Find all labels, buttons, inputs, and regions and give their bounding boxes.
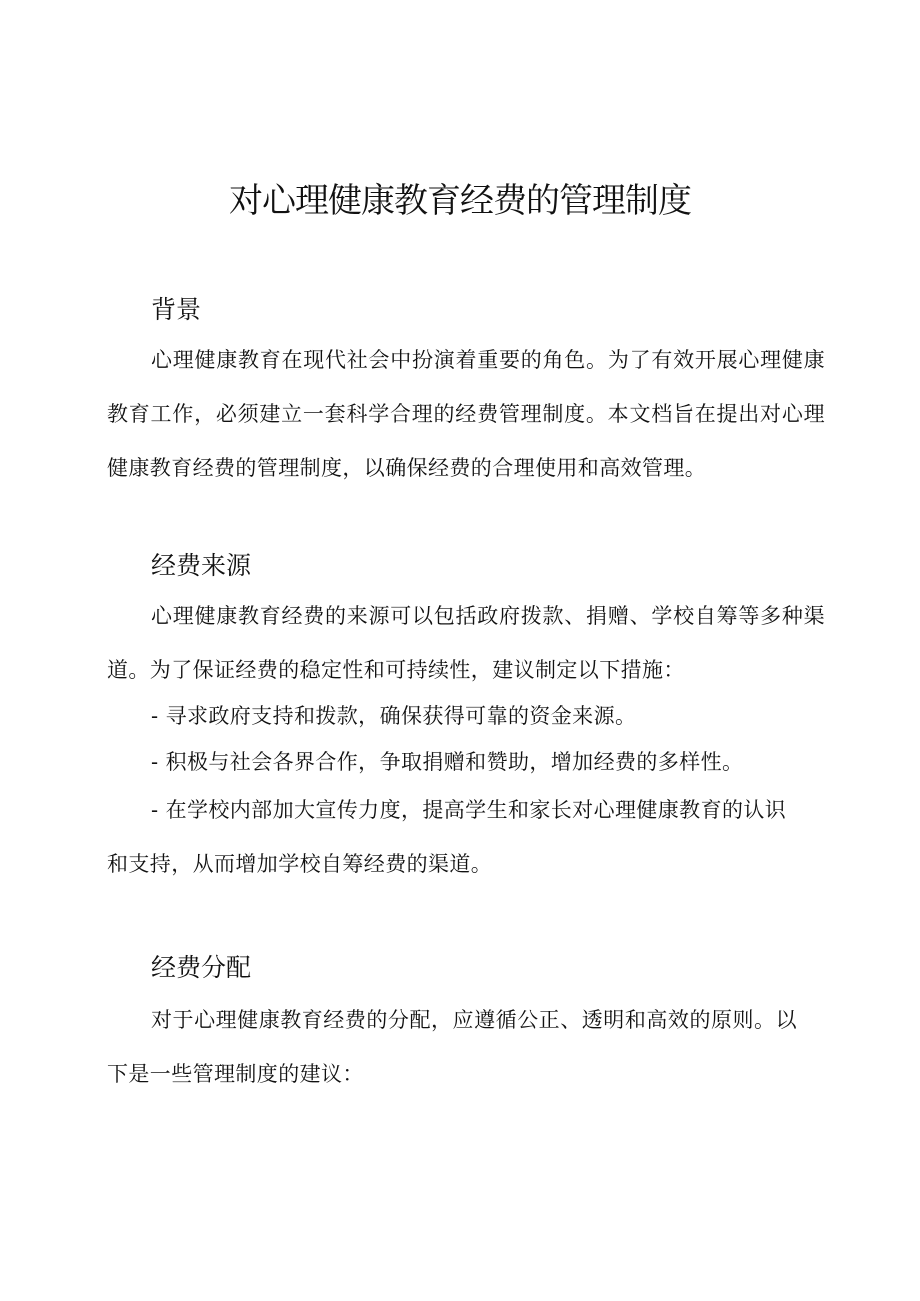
- funding-sources-paragraph: 心理健康教育经费的来源可以包括政府拨款、捐赠、学校自筹等多种渠道。为了保证经费的稳定性和可持续性，建议制定以下措施：: [107, 604, 825, 682]
- funding-allocation-paragraph: 对于心理健康教育经费的分配，应遵循公正、透明和高效的原则。以下是一些管理制度的建议：: [107, 1008, 797, 1086]
- section-heading-funding-sources: 经费来源: [151, 551, 252, 580]
- funding-sources-bullet-1: - 寻求政府支持和拨款，确保获得可靠的资金来源。: [151, 704, 637, 728]
- funding-sources-bullet-2: - 积极与社会各界合作，争取捐赠和赞助，增加经费的多样性。: [151, 750, 744, 774]
- section-heading-funding-allocation: 经费分配: [151, 953, 252, 982]
- document-title: 对心理健康教育经费的管理制度: [229, 181, 691, 221]
- section-heading-background: 背景: [151, 295, 202, 324]
- funding-sources-bullet-3: - 在学校内部加大宣传力度，提高学生和家长对心理健康教育的认识和支持，从而增加学校自筹经费的渠道。: [107, 798, 787, 876]
- background-paragraph: 心理健康教育在现代社会中扮演着重要的角色。为了有效开展心理健康教育工作，必须建立一套科学合理的经费管理制度。本文档旨在提出对心理健康教育经费的管理制度，以确保经费的合理使用和高效管理。: [107, 348, 825, 480]
